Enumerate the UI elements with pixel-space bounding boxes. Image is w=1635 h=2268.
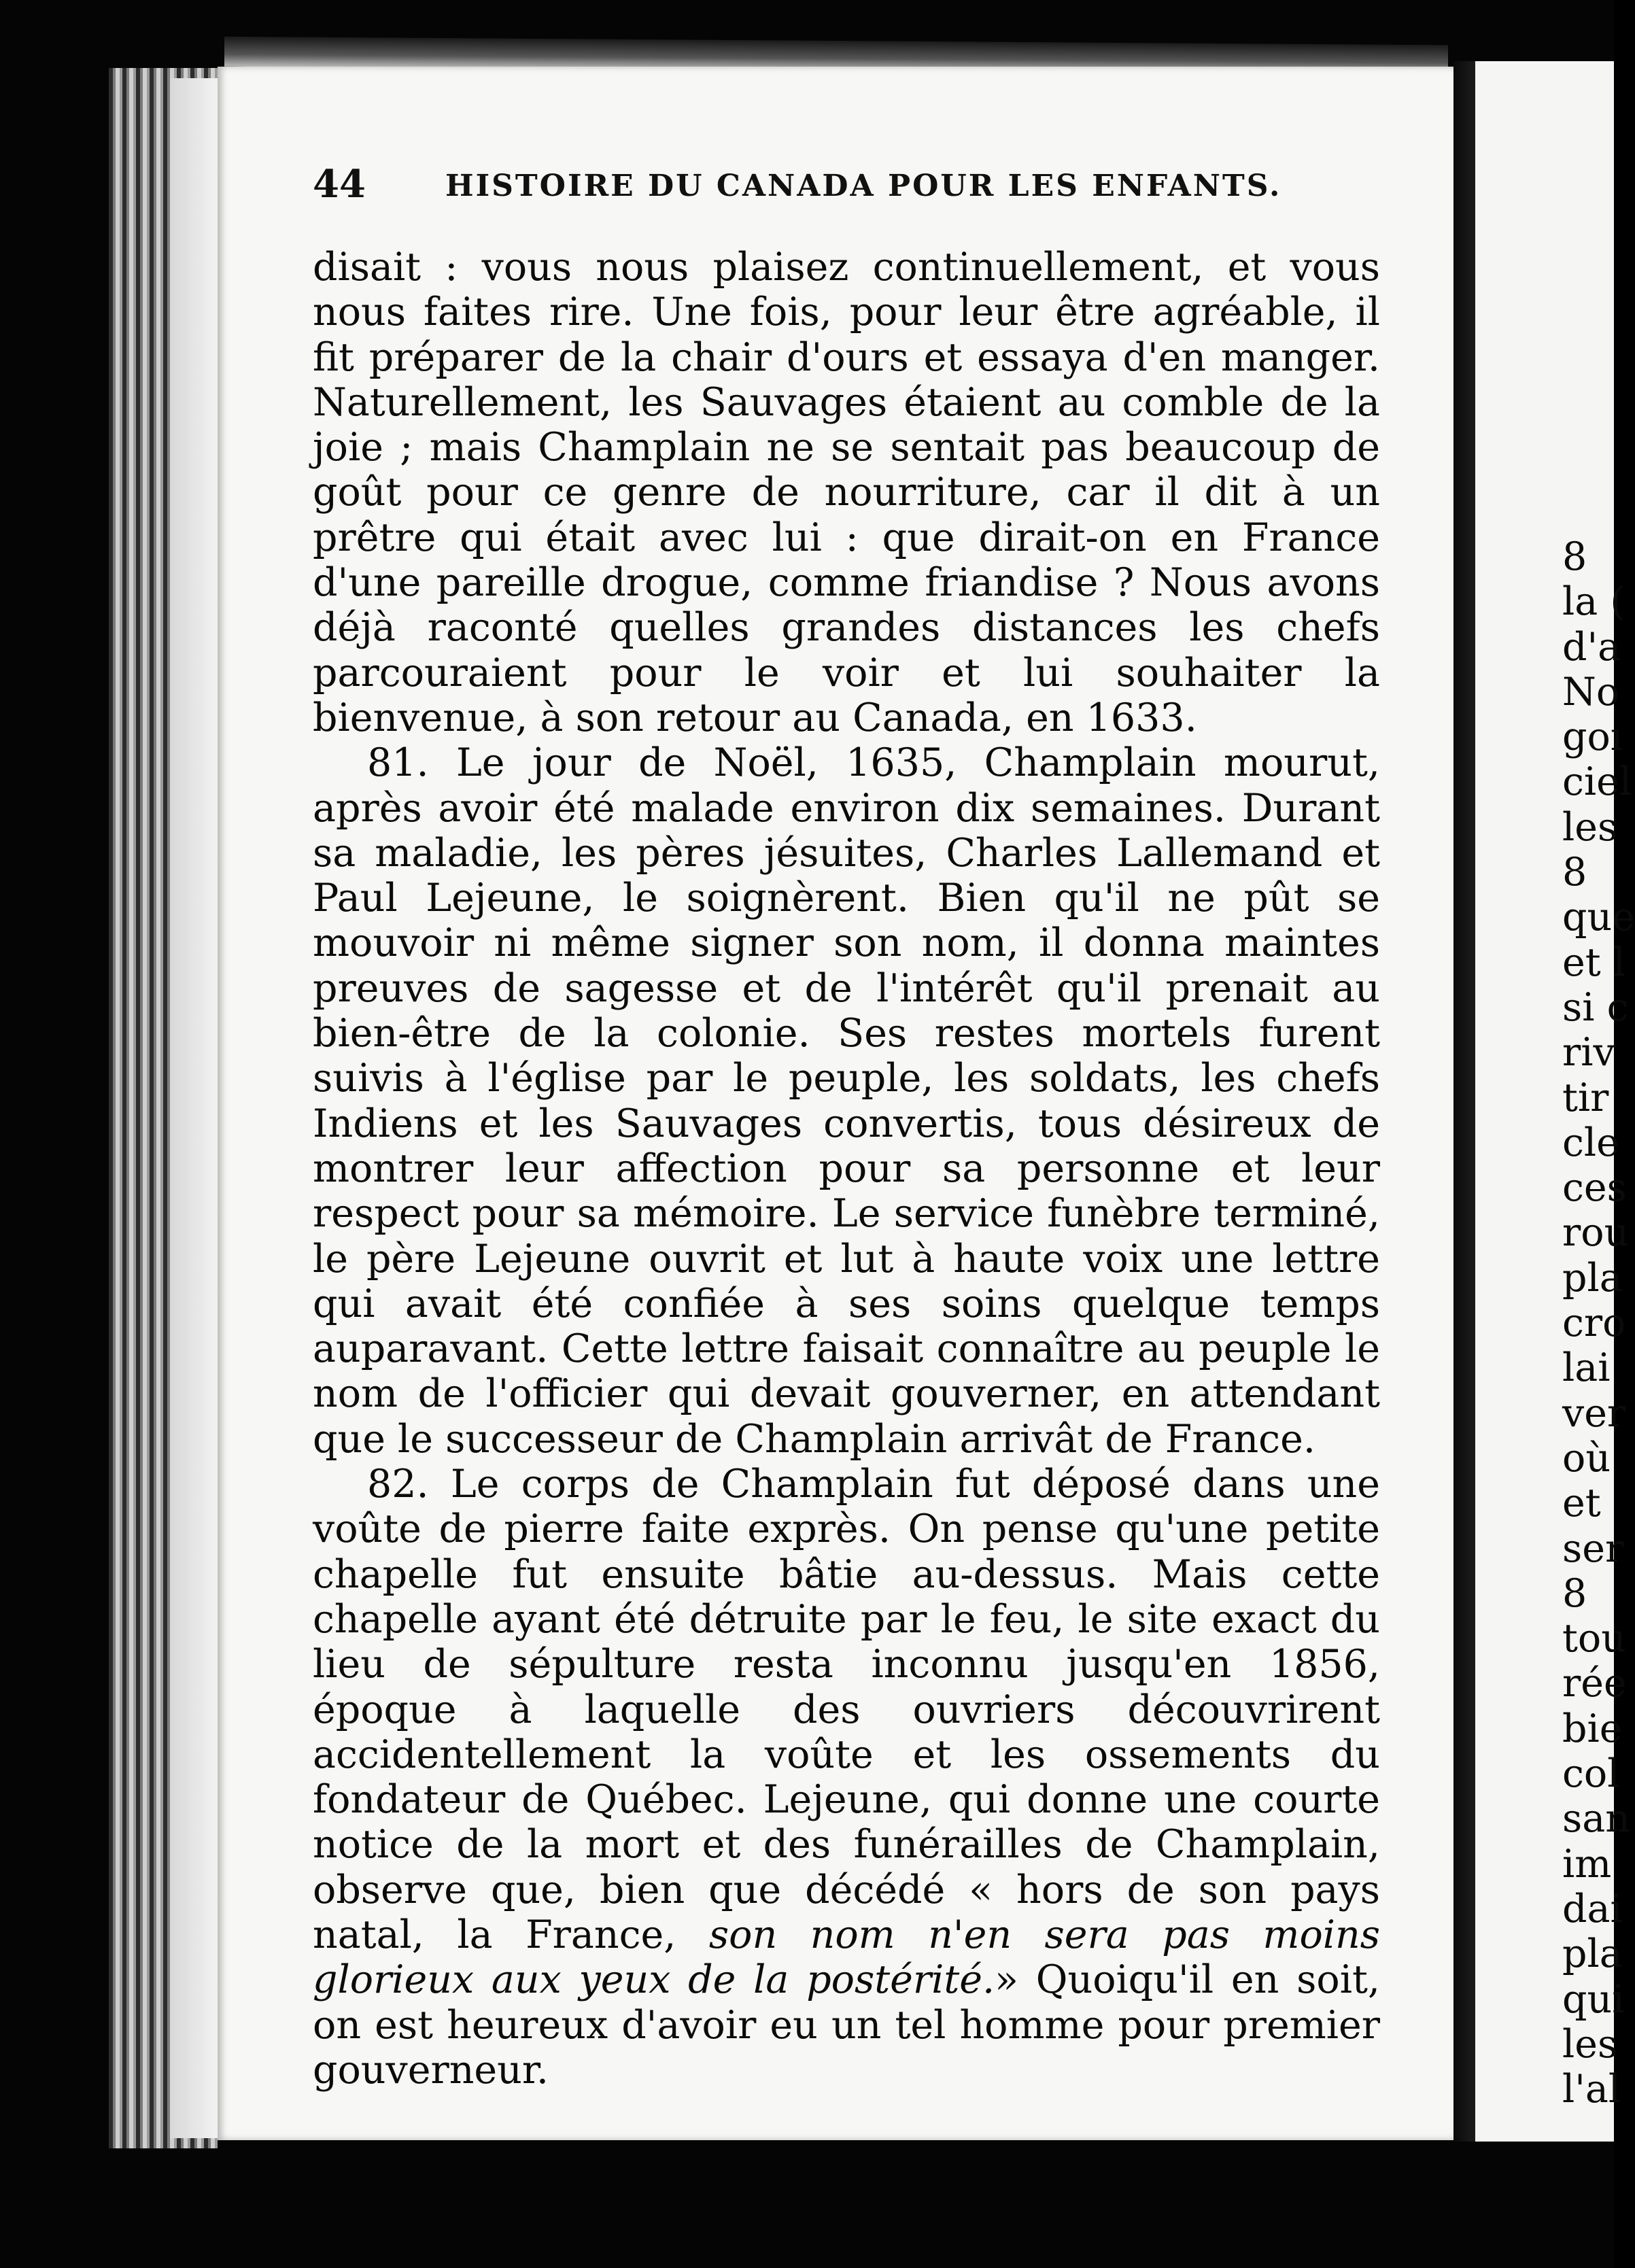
next-page-line: où [1562,1435,1611,1481]
next-page-line: pla [1562,1931,1623,1977]
next-page-text [1562,534,1635,2112]
next-page-line: rée [1562,1661,1627,1706]
next-page-line: No [1562,669,1620,715]
next-page-line: les [1562,2021,1618,2067]
next-page-line: im [1562,1841,1612,1887]
next-page-line: pla [1562,1255,1623,1301]
next-page-line: 8 [1562,850,1587,895]
running-head [313,162,1360,209]
next-page-line: col [1562,1751,1620,1797]
next-page-line: tir [1562,1075,1609,1120]
next-page-line: bie [1562,1706,1623,1751]
book-page-edges-inner [170,78,218,2138]
next-page-line: san [1562,1796,1630,1842]
next-page-line: ces [1562,1165,1627,1211]
page-number: 44 [313,162,366,207]
next-page-line: si c [1562,984,1629,1030]
book-gutter [1453,61,1475,2142]
next-page-line: qui [1562,1976,1625,2022]
next-page-line: rou [1562,1210,1630,1256]
next-page-line: 8 [1562,1570,1587,1616]
next-page-line: que [1562,895,1635,940]
next-page-line: lai [1562,1345,1611,1391]
next-page-line: ver [1562,1390,1626,1436]
next-page-line: goı [1562,715,1623,760]
paragraph-82-text-a: 82. Le corps de Champlain fut déposé dans une voûte de pierre faite exprès. On pense qu'une petite chapelle fut ensuite bâtie au-dessus. Mais cette chapelle ayant été détruite par le feu, le site exact du lieu de sépulture resta inconnu jusqu'en 1856, époque à laquelle des ouvriers découvrirent accidentellement la voûte et les ossements du fondateur de Québec. Lejeune, qui donne une courte notice de la mort et des funérailles de Champlain, observe que, bien que décédé « hors de son pays natal, la France, [313,1462,1380,1957]
next-page-line: dai [1562,1886,1623,1931]
book-page [218,67,1453,2140]
running-head-title: HISTOIRE DU CANADA POUR LES ENFANTS. [445,169,1282,203]
next-page-line: d'a [1562,624,1621,670]
next-page-line: ser [1562,1526,1624,1571]
paragraph-82-text-b: » Quoiqu'il en soit, on est heureux d'avoir eu un tel homme pour premier gouverneur. [313,1957,1380,2093]
paragraph-continuation: disait : vous nous plaisez continuellement, et vous nous faites rire. Une fois, pour leur être agréable, il fit préparer de la chair d'ours et essaya d'en manger. Naturellement, les Sauvages étaient au comble de la joie ; mais Champlain ne se sentait pas beaucoup de goût pour ce genre de nourriture, car il dit à un prêtre qui était avec lui : que dirait-on en France d'une pareille drogue, comme friandise ? Nous avons déjà raconté quelles grandes distances les chefs parcouraient pour le voir et lui souhaiter la bienvenue, à son retour au Canada, en 1633. [313,245,1380,740]
paragraph-81: 81. Le jour de Noël, 1635, Champlain mourut, après avoir été malade environ dix semaines. Durant sa maladie, les pères jésuites, Charles Lallemand et Paul Lejeune, le soignèrent. Bien qu'il ne pût se mouvoir ni même signer son nom, il donna maintes preuves de sagesse et de l'intérêt qu'il prenait au bien-être de la colonie. Ses restes mortels furent suivis à l'église par le peuple, les soldats, les chefs Indiens et les Sauvages convertis, tous désireux de montrer leur affection pour sa personne et leur respect pour sa mémoire. Le service funèbre terminé, le père Lejeune ouvrit et lut à haute voix une lettre qui avait été confiée à ses soins quelque temps auparavant. Cette lettre faisait connaître au peuple le nom de l'officier qui devait gouverner, en attendant que le successeur de Champlain arrivât de France. [313,740,1380,1462]
next-page-line: cle [1562,1120,1619,1165]
next-page-line: tou [1562,1616,1626,1662]
next-page-sliver [1475,61,1635,2142]
next-page-line: 8 [1562,534,1587,579]
paragraph-82 [313,1462,1380,2093]
next-page-line: et [1562,1481,1601,1526]
paragraph-82-quote: son nom n'en sera pas moins glorieux aux yeux de la postérité. [313,1912,1380,2003]
next-page-line: et l [1562,940,1625,985]
next-page-line: riv [1562,1030,1615,1076]
next-page-line: la ( [1562,579,1625,625]
body-text [313,245,1380,2093]
next-page-line: l'al [1562,2067,1621,2112]
next-page-line: cro [1562,1301,1626,1346]
next-page-line: les [1562,804,1618,850]
next-page-line: ciel [1562,759,1632,805]
